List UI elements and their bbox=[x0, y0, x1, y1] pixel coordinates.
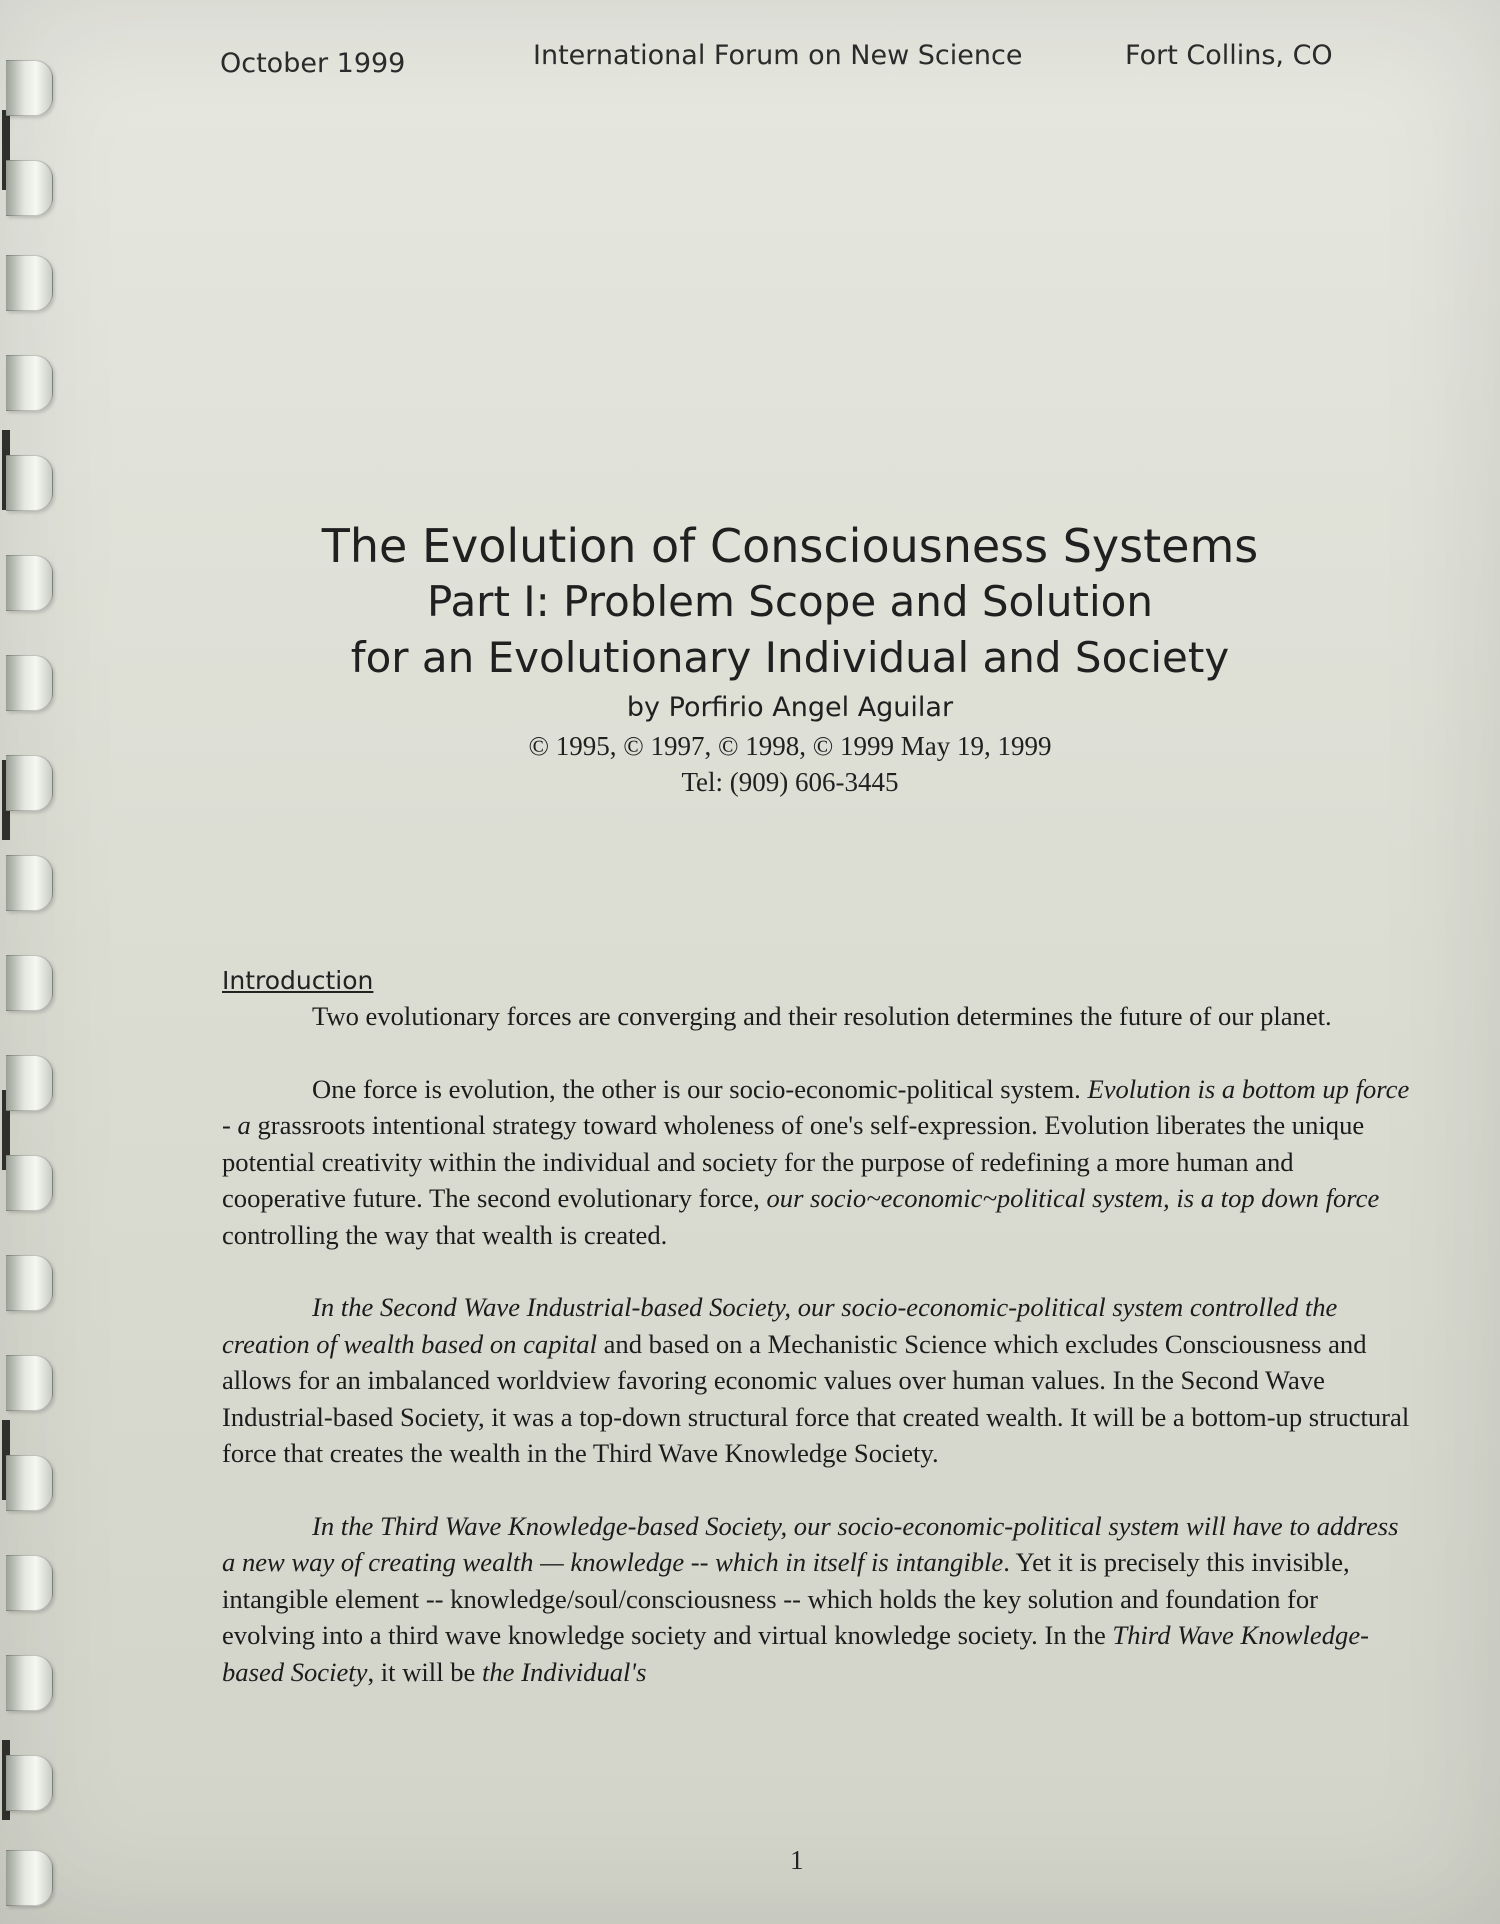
binding-coil bbox=[6, 1555, 53, 1611]
binding-coil bbox=[6, 855, 53, 911]
paragraph-4 bbox=[222, 1508, 1410, 1691]
paragraph-2-text: grassroots intentional strategy toward wholeness of one's self-expression. Evolution liberates the unique potential creativity within the individual and society for the purpose of redefining a more human and cooperative future. The second evolutionary force, bbox=[222, 1110, 1365, 1213]
page-number: 1 bbox=[790, 1845, 804, 1875]
page-header bbox=[0, 40, 1500, 80]
copyright-line: © 1995, © 1997, © 1998, © 1999 May 19, 1999 bbox=[528, 731, 1052, 761]
binding-coil bbox=[6, 1355, 53, 1411]
title-block bbox=[300, 518, 1280, 800]
paragraph-4-text: , it will be bbox=[367, 1656, 482, 1687]
binding-coil bbox=[6, 455, 53, 511]
binding-coil bbox=[6, 1755, 53, 1811]
binding-coil bbox=[6, 755, 53, 811]
paragraph-3-text: and based on a Mechanistic Science which excludes Consciousness and allows for an imbalanced worldview favoring economic values over human values. In the Second Wave Industrial-based Society, it was a top-down structural force that created wealth. It will be a bottom-up structural force that creates the wealth in the Third Wave Knowledge Society. bbox=[222, 1328, 1410, 1468]
paragraph-2 bbox=[222, 1071, 1410, 1254]
binding-coil bbox=[6, 1055, 53, 1111]
binding-coil bbox=[6, 355, 53, 411]
binding-coil bbox=[6, 1155, 53, 1211]
binding-coil bbox=[6, 160, 53, 216]
section-heading: Introduction bbox=[222, 966, 374, 995]
paragraph-3 bbox=[222, 1289, 1410, 1472]
body-text bbox=[222, 998, 1410, 1726]
paragraph-2-text: controlling the way that wealth is created. bbox=[222, 1219, 668, 1250]
document-subtitle-continued: for an Evolutionary Individual and Society bbox=[350, 633, 1230, 682]
binding-coil bbox=[6, 1850, 53, 1906]
binding-coil bbox=[6, 655, 53, 711]
binding-coil bbox=[6, 1655, 53, 1711]
paragraph-2-text: One force is evolution, the other is our socio-economic-political system. bbox=[312, 1073, 1088, 1104]
document-title: The Evolution of Consciousness Systems bbox=[321, 519, 1259, 573]
telephone-line: Tel: (909) 606-3445 bbox=[681, 767, 899, 797]
paragraph-2-emphasis: our socio~economic~political system, is a top down force bbox=[766, 1183, 1380, 1213]
header-location: Fort Collins, CO bbox=[1125, 40, 1333, 71]
binding-coil bbox=[6, 955, 53, 1011]
author-byline: by Porfirio Angel Aguilar bbox=[626, 692, 954, 723]
spiral-binding bbox=[0, 0, 62, 1924]
paragraph-4-text: . Yet it is precisely this invisible, intangible element -- knowledge/soul/consciousness -- which holds the key solution and foundation for evolving into a third wave knowledge society and virtual knowledge society. In the bbox=[222, 1547, 1350, 1650]
paragraph-4-emphasis: In the Third Wave Knowledge-based Society, our socio-economic-political system will have to address a new way of creating wealth — knowledge -- which in itself is intangible bbox=[222, 1510, 1399, 1577]
paragraph-2-emphasis: Evolution is a bottom up force - a bbox=[222, 1073, 1410, 1140]
document-subtitle: Part I: Problem Scope and Solution bbox=[427, 577, 1153, 626]
binding-coil bbox=[6, 1455, 53, 1511]
paragraph-4-emphasis: the Individual's bbox=[481, 1656, 647, 1687]
binding-coil bbox=[6, 255, 53, 311]
binding-coil bbox=[6, 555, 53, 611]
paragraph-3-emphasis: In the Second Wave Industrial-based Society, our socio-economic-political system controlled the creation of wealth based on capital bbox=[222, 1292, 1338, 1359]
header-event: International Forum on New Science bbox=[533, 40, 1023, 71]
binding-coil bbox=[6, 1255, 53, 1311]
paragraph-1: Two evolutionary forces are converging and their resolution determines the future of our planet. bbox=[312, 1001, 1332, 1031]
paragraph-4-emphasis: Third Wave Knowledge-based Society bbox=[222, 1620, 1369, 1687]
header-date: October 1999 bbox=[220, 48, 406, 79]
